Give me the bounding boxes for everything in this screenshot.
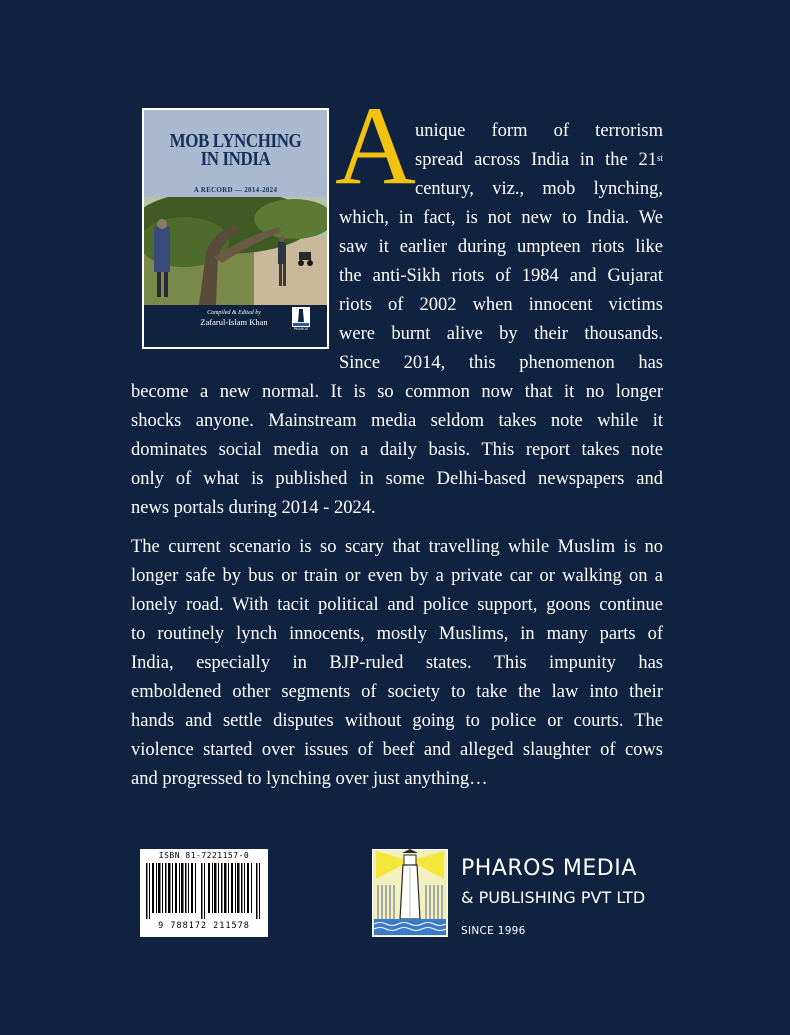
p1-line-12: dominates social media on a daily basis. This report takes note (131, 440, 663, 460)
p1-line-2 (415, 149, 663, 171)
p2-line-9: and progressed to lynching over just anything… (131, 769, 488, 789)
p1-line-14: news portals during 2014 - 2024. (131, 498, 376, 518)
p1-line-7: riots of 2002 when innocent victims (339, 295, 663, 315)
cover-subtitle: A RECORD — 2014-2024 (193, 186, 278, 194)
p1-line-6: the anti-Sikh riots of 1984 and Gujarat (339, 266, 663, 286)
superscript-st: st (656, 153, 663, 163)
book-cover-thumbnail (142, 108, 329, 349)
p1-line-2-text: spread across India in the 21 (415, 150, 657, 170)
isbn-barcode (140, 849, 268, 937)
p2-line-4: to routinely lynch innocents, mostly Muslims, in many parts of (131, 624, 663, 644)
p1-line-4: which, in fact, is not new to India. We (339, 208, 663, 228)
p2-line-1: The current scenario is so scary that travelling while Muslim is no (131, 537, 663, 557)
p2-line-7: hands and settle disputes without going to police or courts. The (131, 711, 663, 731)
cover-title-panel (144, 110, 327, 197)
lighthouse-publisher-logo-icon (372, 849, 448, 937)
p2-line-6: emboldened other segments of society to take the law into their (131, 682, 663, 702)
cover-title-line-1: MOB LYNCHING (169, 130, 302, 152)
cover-title (158, 132, 314, 168)
p2-line-8: violence started over issues of beef and alleged slaughter of cows (131, 740, 663, 760)
p2-line-3: lonely road. With tacit political and police support, goons continue (131, 595, 663, 615)
cover-logo-label: PHAROS (293, 327, 309, 331)
barcode-digits: 9 788172 211578 (158, 921, 250, 931)
p1-line-11: shocks anyone. Mainstream media seldom takes note while it (131, 411, 663, 431)
publisher-name-line-2: & PUBLISHING PVT LTD (461, 888, 646, 907)
cover-credit (164, 310, 304, 327)
cover-photo-image (144, 197, 327, 305)
p1-line-1: unique form of terrorism (415, 121, 663, 141)
cover-credit-name: Zafarul-Islam Khan (200, 317, 268, 327)
publisher-since: SINCE 1996 (461, 925, 526, 937)
cover-credit-label: Compiled & Edited by (207, 310, 261, 316)
p1-line-9: Since 2014, this phenomenon has (339, 353, 663, 373)
p1-line-10: become a new normal. It is so common now that it no longer (131, 382, 663, 402)
p1-line-13: only of what is published in some Delhi-based newspapers and (131, 469, 663, 489)
drop-cap: A (335, 84, 416, 208)
p1-line-3: century, viz., mob lynching, (415, 179, 663, 199)
isbn-label: ISBN 81-7221157-0 (158, 851, 250, 860)
cover-title-line-2: IN INDIA (200, 148, 271, 170)
p2-line-2: longer safe by bus or train or even by a private car or walking on a (131, 566, 663, 586)
lighthouse-logo-icon (292, 307, 310, 327)
publisher-name-line-1: PHAROS MEDIA (461, 856, 637, 881)
barcode-bars-icon (144, 863, 264, 919)
p2-line-5: India, especially in BJP-ruled states. This impunity has (131, 653, 663, 673)
p1-line-8: were burnt alive by their thousands. (339, 324, 663, 344)
p1-line-5: saw it earlier during umpteen riots like (339, 237, 663, 257)
